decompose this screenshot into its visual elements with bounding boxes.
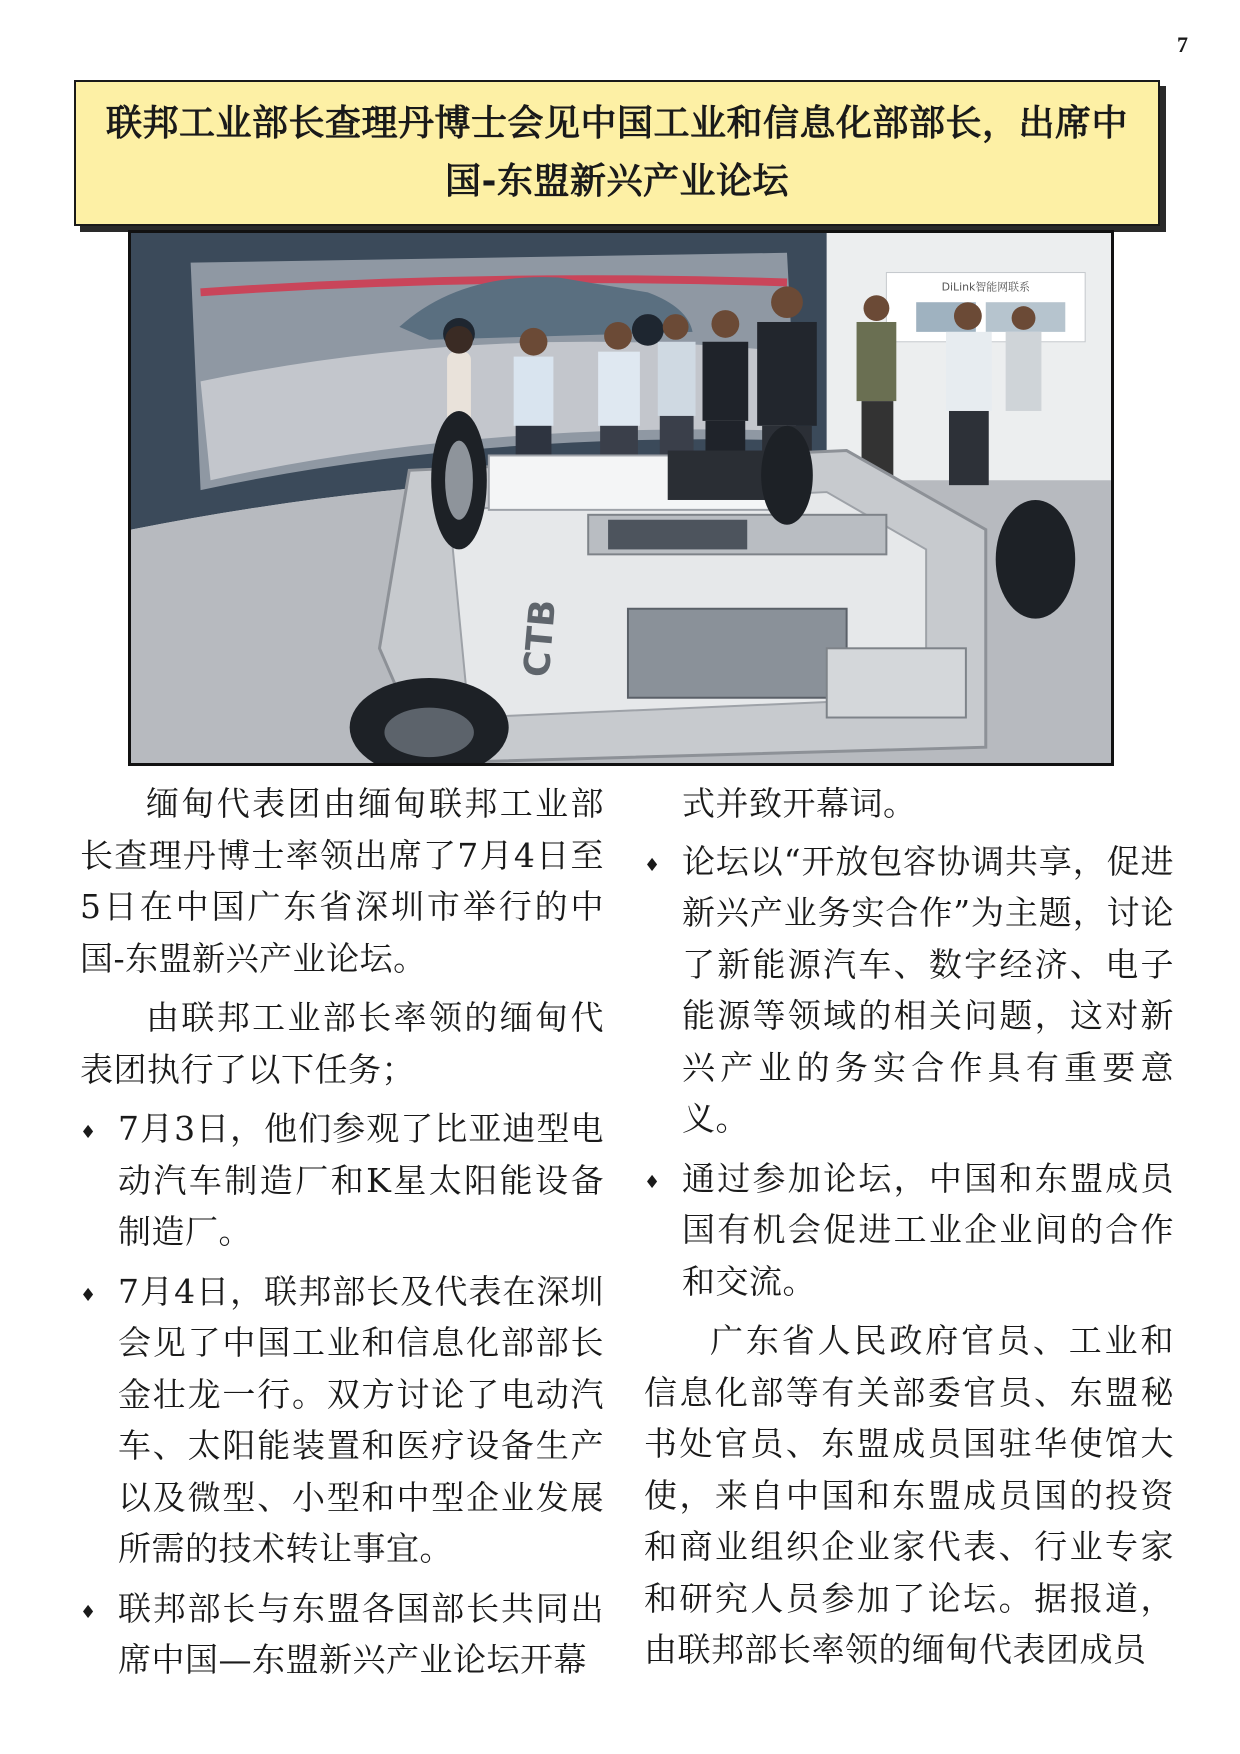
screen-brand-text: DiLink智能网联系 [941,280,1030,294]
list-item [80,1266,604,1575]
tasks-paragraph: 由联邦工业部长率领的缅甸代表团执行了以下任务； [80,998,604,1089]
bullet-diamond-icon: ♦ [80,1601,97,1623]
list-item [644,1153,1174,1308]
title-box [74,80,1160,226]
list-item-text: 7月4日，联邦部长及代表在深圳会见了中国工业和信息化部部长金壮龙一行。双方讨论了电动汽车、太阳能装置和医疗设备生产以及微型、小型和中型企业发展所需的技术转让事宜。 [118,1271,604,1568]
photo-illustration [131,233,1111,763]
list-item [80,1583,604,1686]
list-item-text: 通过参加论坛，中国和东盟成员国有机会促进工业企业间的合作和交流。 [682,1158,1174,1301]
bullet-diamond-icon: ♦ [644,854,661,876]
list-item-text: 论坛以“开放包容协调共享，促进新兴产业务实合作”为主题，讨论了新能源汽车、数字经济、电子能源等领域的相关问题，这对新兴产业的务实合作具有重要意义。 [682,841,1174,1138]
bullet-diamond-icon: ♦ [80,1284,97,1306]
list-item-text: 7月3日，他们参观了比亚迪型电动汽车制造厂和K星太阳能设备制造厂。 [118,1109,604,1251]
intro-paragraph: 缅甸代表团由缅甸联邦工业部长查理丹博士率领出席了7月4日至5日在中国广东省深圳市举行的中国-东盟新兴产业论坛。 [80,784,604,978]
list-item-text: 式并致开幕词。 [682,784,917,823]
bullet-diamond-icon: ♦ [80,1122,97,1143]
page-title: 联邦工业部长查理丹博士会见中国工业和信息化部部长，出席中国-东盟新兴产业论坛 [105,103,1128,202]
chassis-mark: CTB [516,597,565,679]
participants-paragraph: 广东省人民政府官员、工业和信息化部等有关部委官员、东盟秘书处官员、东盟成员国驻华使馆大使，来自中国和东盟成员国的投资和商业组织企业家代表、行业专家和研究人员参加了论坛。据报道，由联邦部长率领的缅甸代表团成员 [644,1321,1174,1669]
news-photo [128,230,1114,766]
bullet-diamond-icon: ♦ [644,1171,661,1193]
right-column [644,778,1174,1684]
list-item [644,836,1174,1145]
list-item [80,1103,604,1258]
list-item-text: 联邦部长与东盟各国部长共同出席中国—东盟新兴产业论坛开幕 [118,1588,604,1679]
left-column [80,778,604,1694]
list-item-continuation [644,778,1174,830]
page-number: 7 [1177,32,1188,57]
